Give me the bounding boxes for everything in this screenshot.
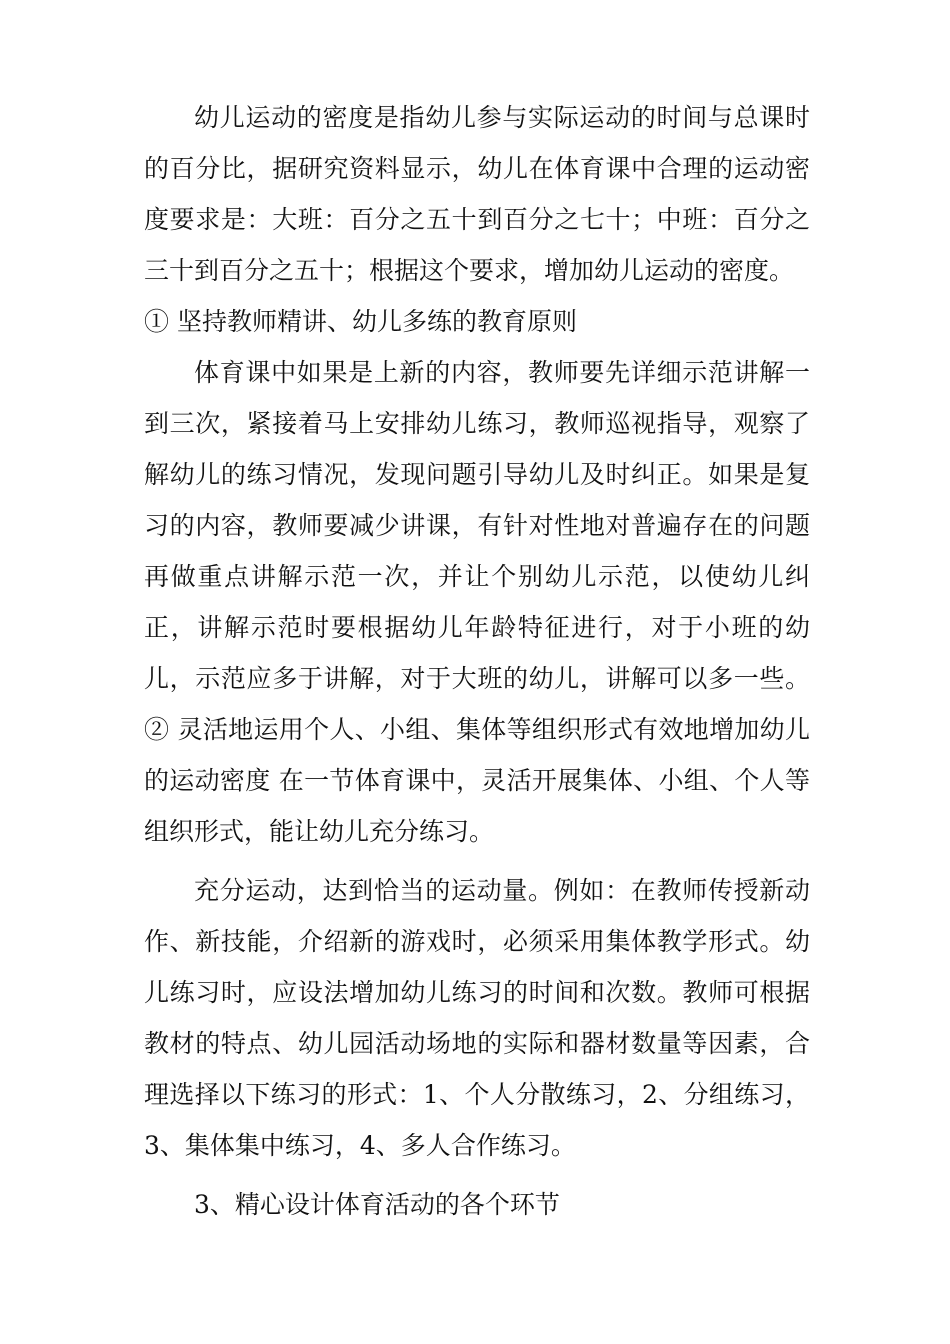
paragraph-section-heading: 3、精心设计体育活动的各个环节 (194, 1190, 560, 1219)
document-body (144, 92, 810, 1230)
paragraph-teaching-method: 体育课中如果是上新的内容，教师要先详细示范讲解一到三次，紧接着马上安排幼儿练习，教师巡视指导，观察了解幼儿的练习情况，发现问题引导幼儿及时纠正。如果是复习的内容，教师要减少讲课，有针对性地对普遍存在的问题再做重点讲解示范一次，并让个别幼儿示范，以使幼儿纠正，讲解示范时要根据幼儿年龄特征进行，对于小班的幼儿，示范应多于讲解，对于大班的幼儿，讲解可以多一些。② 灵活地运用个人、小组、集体等组织形式有效地增加幼儿的运动密度 在一节体育课中，灵活开展集体、小组、个人等组织形式，能让幼儿充分练习。 (144, 358, 810, 846)
paragraph-principle-heading: ① 坚持教师精讲、幼儿多练的教育原则 (144, 307, 577, 336)
paragraph-density-definition: 幼儿运动的密度是指幼儿参与实际运动的时间与总课时的百分比，据研究资料显示，幼儿在体育课中合理的运动密度要求是：大班：百分之五十到百分之七十；中班：百分之三十到百分之五十；根据这个要求，增加幼儿运动的密度。 (144, 103, 810, 285)
paragraph-full-exercise: 充分运动，达到恰当的运动量。例如：在教师传授新动作、新技能，介绍新的游戏时，必须采用集体教学形式。幼儿练习时，应设法增加幼儿练习的时间和次数。教师可根据教材的特点、幼儿园活动场地的实际和器材数量等因素，合理选择以下练习的形式：1、个人分散练习，2、分组练习，3、集体集中练习，4、多人合作练习。 (144, 876, 810, 1160)
